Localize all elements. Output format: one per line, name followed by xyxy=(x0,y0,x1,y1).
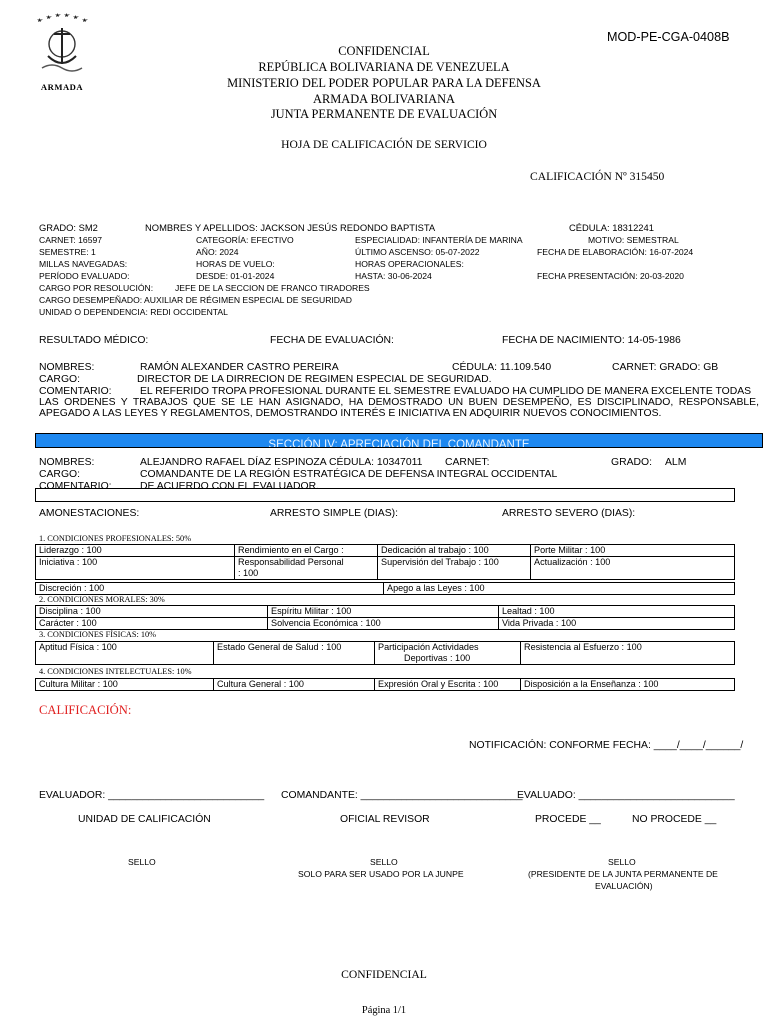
evaluador-cedula: CÉDULA: 11.109.540 xyxy=(452,362,552,373)
unidad-calificacion: UNIDAD DE CALIFICACIÓN xyxy=(78,814,211,825)
carnet: CARNET: 16597 xyxy=(39,235,103,245)
evaluador-nombres-value: RAMÓN ALEXANDER CASTRO PEREIRA xyxy=(140,362,339,373)
cell-supervision: Supervisión del Trabajo : 100 xyxy=(378,557,531,580)
table-row xyxy=(36,583,735,595)
calificacion-number: CALIFICACIÓN Nº 315450 xyxy=(530,170,665,183)
table-row xyxy=(36,557,735,580)
fecha-elaboracion: FECHA DE ELABORACIÓN: 16-07-2024 xyxy=(537,247,694,257)
no-procede: NO PROCEDE __ xyxy=(632,814,717,825)
motivo: MOTIVO: SEMESTRAL xyxy=(588,235,679,245)
section-bar-comandante xyxy=(35,433,763,448)
evaluador-comentario-label: COMENTARIO: xyxy=(39,386,112,397)
comandante-grado-value: ALM xyxy=(665,457,687,468)
fecha-nacimiento: FECHA DE NACIMIENTO: 14-05-1986 xyxy=(502,335,681,346)
fecha-presentacion: FECHA PRESENTACIÓN: 20-03-2020 xyxy=(537,271,684,281)
header-armada: ARMADA BOLIVARIANA xyxy=(313,92,455,106)
cond-profesionales-table-row3 xyxy=(35,582,735,595)
notificacion-line: NOTIFICACIÓN: CONFORME FECHA: ____/____/______/ xyxy=(469,740,744,751)
especialidad: ESPECIALIDAD: INFANTERÍA DE MARINA xyxy=(355,235,523,245)
cargo-desempenado: CARGO DESEMPEÑADO: AUXILIAR DE RÉGIMEN ESPECIAL DE SEGURIDAD xyxy=(39,295,352,305)
comandante-carnet: CARNET: xyxy=(445,457,490,468)
cell-discrecion: Discreción : 100 xyxy=(36,583,384,595)
cell-iniciativa: Iniciativa : 100 xyxy=(36,557,235,580)
comandante-cargo-value: COMANDANTE DE LA REGIÓN ESTRATÉGICA DE DEFENSA INTEGRAL OCCIDENTAL xyxy=(140,469,558,480)
table-row xyxy=(36,642,735,665)
ultimo-ascenso: ÚLTIMO ASCENSO: 05-07-2022 xyxy=(355,247,480,257)
header-confidencial: CONFIDENCIAL xyxy=(338,44,430,58)
categoria: CATEGORÍA: EFECTIVO xyxy=(196,235,294,245)
cell-cultura-general: Cultura General : 100 xyxy=(214,679,375,691)
cell-disciplina: Disciplina : 100 xyxy=(36,606,268,618)
presidente-line2: EVALUACIÓN) xyxy=(595,881,653,891)
evaluador-cargo-label: CARGO: xyxy=(39,374,80,385)
procede: PROCEDE __ xyxy=(535,814,601,825)
millas-navegadas: MILLAS NAVEGADAS: xyxy=(39,259,128,269)
footer-confidencial: CONFIDENCIAL xyxy=(341,968,427,981)
cond-fisicas-table xyxy=(35,641,735,665)
responsabilidad-line1: Responsabilidad Personal xyxy=(238,557,344,567)
horas-operacionales: HORAS OPERACIONALES: xyxy=(355,259,464,269)
cell-apego-leyes: Apego a las Leyes : 100 xyxy=(384,583,735,595)
unidad-dependencia: UNIDAD O DEPENDENCIA: REDI OCCIDENTAL xyxy=(39,307,228,317)
header-ministerio: MINISTERIO DEL PODER POPULAR PARA LA DEFENSA xyxy=(227,76,541,90)
cell-liderazgo: Liderazgo : 100 xyxy=(36,545,235,557)
cell-resistencia: Resistencia al Esfuerzo : 100 xyxy=(521,642,735,665)
cond-fisicas-title: 3. CONDICIONES FÍSICAS: 10% xyxy=(39,630,157,639)
form-code: MOD-PE-CGA-0408B xyxy=(607,30,730,44)
cell-disposicion-ensenanza: Disposición a la Enseñanza : 100 xyxy=(521,679,735,691)
participacion-line2: Deportivas : 100 xyxy=(404,653,471,663)
cond-profesionales-table xyxy=(35,544,735,580)
cell-participacion xyxy=(375,642,521,665)
sello-3: SELLO xyxy=(608,857,636,867)
sello-1: SELLO xyxy=(128,857,156,867)
responsabilidad-line2: : 100 xyxy=(238,568,259,578)
nombres-apellidos: NOMBRES Y APELLIDOS: JACKSON JESÚS REDONDO BAPTISTA xyxy=(145,222,436,233)
cell-expresion-oral: Expresión Oral y Escrita : 100 xyxy=(375,679,521,691)
section-bar-label: SECCIÓN IV: APRECIACIÓN DEL COMANDANTE xyxy=(268,439,530,448)
arresto-severo: ARRESTO SEVERO (DIAS): xyxy=(502,508,636,519)
evaluador-nombres-label: NOMBRES: xyxy=(39,362,95,373)
cargo-resolucion-label: CARGO POR RESOLUCIÓN: xyxy=(39,283,154,293)
sello-2: SELLO xyxy=(370,857,398,867)
cond-morales-title: 2. CONDICIONES MORALES: 30% xyxy=(39,595,165,604)
cell-espiritu-militar: Espíritu Militar : 100 xyxy=(268,606,499,618)
table-row xyxy=(36,545,735,557)
cell-solvencia: Solvencia Económica : 100 xyxy=(268,618,499,630)
calificacion-label: CALIFICACIÓN: xyxy=(39,703,132,717)
footer-pagina: Página 1/1 xyxy=(361,1005,407,1016)
firma-evaluador: EVALUADOR: ___________________________ xyxy=(39,790,265,801)
document-title: HOJA DE CALIFICACIÓN DE SERVICIO xyxy=(281,138,487,151)
cond-intelectuales-title: 4. CONDICIONES INTELECTUALES: 10% xyxy=(39,667,192,676)
firma-comandante: COMANDANTE: ____________________________ xyxy=(281,790,523,801)
grado: GRADO: SM2 xyxy=(39,222,98,233)
cell-responsabilidad xyxy=(235,557,378,580)
cell-porte-militar: Porte Militar : 100 xyxy=(531,545,735,557)
comandante-comentario-label: COMENTARIO: xyxy=(39,481,112,492)
fecha-evaluacion: FECHA DE EVALUACIÓN: xyxy=(270,335,394,346)
comandante-grado-label: GRADO: xyxy=(611,457,652,468)
junpe-note: SOLO PARA SER USADO POR LA JUNPE xyxy=(298,869,464,879)
amonestaciones: AMONESTACIONES: xyxy=(39,508,140,519)
resultado-medico: RESULTADO MÉDICO: xyxy=(39,335,149,346)
table-row xyxy=(36,606,735,618)
evaluador-comentario-rest: LAS ORDENES Y TRABAJOS QUE SE LE HAN ASIGNADO, HA DEMOSTRADO UN BUEN DESEMPEÑO, ES DISCIPLINADO, RESPONSABLE, APEGADO A LAS LEYES Y REGLAMENTOS, DEMOSTRANDO INTERÉS E INICIATIVA EN ADQUIRIR NUEVOS CONOCIMIENTOS. xyxy=(39,397,759,419)
firma-evaluado: EVALUADO: ___________________________ xyxy=(517,790,735,801)
cell-lealtad: Lealtad : 100 xyxy=(499,606,735,618)
cell-aptitud-fisica: Aptitud Física : 100 xyxy=(36,642,214,665)
periodo-evaluado: PERÍODO EVALUADO: xyxy=(39,271,130,281)
cond-morales-table xyxy=(35,605,735,630)
evaluador-carnet-grado: CARNET: GRADO: GB xyxy=(612,362,719,373)
cargo-resolucion-value: JEFE DE LA SECCION DE FRANCO TIRADORES xyxy=(175,283,370,293)
header-republica: REPÚBLICA BOLIVARIANA DE VENEZUELA xyxy=(258,60,510,74)
table-row xyxy=(36,618,735,630)
arresto-simple: ARRESTO SIMPLE (DIAS): xyxy=(270,508,398,519)
cell-cultura-militar: Cultura Militar : 100 xyxy=(36,679,214,691)
comandante-comentario-value: DE ACUERDO CON EL EVALUADOR. xyxy=(140,481,319,492)
cell-estado-salud: Estado General de Salud : 100 xyxy=(214,642,375,665)
evaluador-comentario-first: EL REFERIDO TROPA PROFESIONAL DURANTE EL SEMESTRE EVALUADO HA CUMPLIDO DE MANERA EXCELENTE TODAS xyxy=(140,386,752,397)
cond-intelectuales-table xyxy=(35,678,735,691)
comandante-nombres-value: ALEJANDRO RAFAEL DÍAZ ESPINOZA CÉDULA: 10347011 xyxy=(140,457,423,468)
desde: DESDE: 01-01-2024 xyxy=(196,271,275,281)
presidente-line1: (PRESIDENTE DE LA JUNTA PERMANENTE DE xyxy=(528,869,718,879)
cedula: CÉDULA: 18312241 xyxy=(569,222,654,233)
semestre: SEMESTRE: 1 xyxy=(39,247,96,257)
header-junta: JUNTA PERMANENTE DE EVALUACIÓN xyxy=(270,107,498,121)
cond-profesionales-title: 1. CONDICIONES PROFESIONALES: 50% xyxy=(39,534,192,543)
cell-rendimiento: Rendimiento en el Cargo : xyxy=(235,545,378,557)
cell-vida-privada: Vida Privada : 100 xyxy=(499,618,735,630)
cell-caracter: Carácter : 100 xyxy=(36,618,268,630)
comandante-cargo-label: CARGO: xyxy=(39,469,80,480)
participacion-line1: Participación Actividades xyxy=(378,642,479,652)
hasta: HASTA: 30-06-2024 xyxy=(355,271,432,281)
comandante-nombres-label: NOMBRES: xyxy=(39,457,95,468)
anio: AÑO: 2024 xyxy=(196,247,239,257)
cell-actualizacion: Actualización : 100 xyxy=(531,557,735,580)
table-row xyxy=(36,679,735,691)
logo-caption: ARMADA xyxy=(40,82,84,92)
evaluador-cargo-value: DIRECTOR DE LA DIRRECION DE REGIMEN ESPECIAL DE SEGURIDAD. xyxy=(137,374,492,385)
cell-dedicacion: Dedicación al trabajo : 100 xyxy=(378,545,531,557)
oficial-revisor: OFICIAL REVISOR xyxy=(340,814,430,825)
comentario-divider xyxy=(35,488,735,502)
horas-vuelo: HORAS DE VUELO: xyxy=(196,259,275,269)
